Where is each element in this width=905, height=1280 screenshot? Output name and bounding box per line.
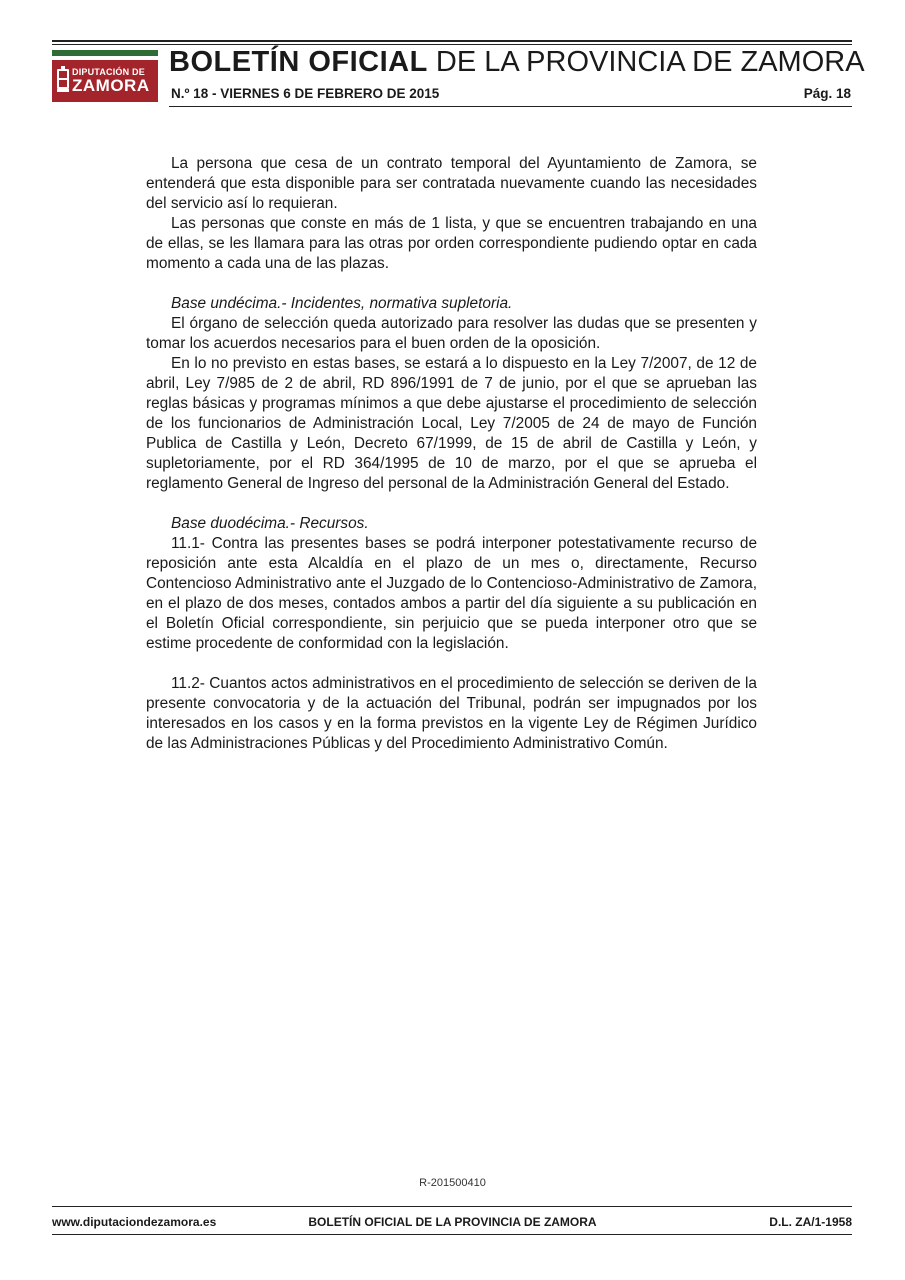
footer-rule-bottom [52, 1234, 852, 1235]
header-rule-top-thin [52, 44, 852, 45]
footer-title: BOLETÍN OFICIAL DE LA PROVINCIA DE ZAMORA [308, 1215, 597, 1229]
title-rest: DE LA PROVINCIA DE ZAMORA [427, 46, 865, 78]
issue-line: N.º 18 - VIERNES 6 DE FEBRERO DE 2015 [171, 86, 440, 101]
footer-rule [52, 1206, 852, 1207]
paragraph: 11.1- Contra las presentes bases se podrá interponer potestativamente recurso de reposición ante esta Alcaldía en el plazo de un mes o, directamente, Recurso Contencioso Administrativo ante el Juzgado de lo Contencioso-Administrativo de Zamora, en el plazo de dos meses, contados ambos a partir del día siguiente a su publicación en el Boletín Oficial correspondiente, sin perjuicio que se pueda interponer otro que se estime procedente de conformidad con la legislación. [146, 535, 757, 652]
footer-legal-deposit: D.L. ZA/1-1958 [769, 1215, 852, 1229]
page-number: Pág. 18 [803, 86, 851, 101]
section-heading: Base duodécima.- Recursos. [171, 515, 369, 532]
paragraph: En lo no previsto en estas bases, se estará a lo dispuesto en la Ley 7/2007, de 12 de abril, Ley 7/985 de 2 de abril, RD 896/1991 de 7 de junio, por el que se aprueban las reglas básicas y programas mínimos a que debe ajustarse el procedimiento de selección de los funcionarios de Administración Local, Ley 7/2005 de 24 de mayo de Función Publica de Castilla y León, Decreto 67/1999, de 15 de abril de Castilla y León, y supletoriamente, por el RD 364/1995 de 10 de marzo, por el que se aprueba el reglamento General de Ingreso del personal de la Administración General del Estado. [146, 355, 757, 492]
diputacion-logo [52, 50, 158, 102]
document-reference: R-201500410 [419, 1177, 486, 1189]
logo-white-band [52, 56, 158, 59]
footer-website: www.diputaciondezamora.es [52, 1215, 217, 1229]
logo-red-block [52, 60, 158, 102]
paragraph: Las personas que conste en más de 1 lista, y que se encuentren trabajando en una de ellas, se les llamara para las otras por orden correspondiente pudiendo optar en cada momento a cada una de las plazas. [146, 215, 757, 272]
header-rule-bottom [169, 106, 852, 107]
section-heading: Base undécima.- Incidentes, normativa supletoria. [171, 295, 513, 312]
paragraph: La persona que cesa de un contrato temporal del Ayuntamiento de Zamora, se entenderá que esta disponible para ser contratada nuevamente cuando las necesidades del servicio así lo requieran. [146, 155, 757, 212]
logo-line1: DIPUTACIÓN DE [72, 67, 145, 77]
paragraph: El órgano de selección queda autorizado para resolver las dudas que se presenten y tomar los acuerdos necesarios para el buen orden de la oposición. [146, 315, 757, 352]
paragraph: 11.2- Cuantos actos administrativos en el procedimiento de selección se deriven de la presente convocatoria y de la actuación del Tribunal, podrán ser impugnados por los interesados en los casos y en la forma previstos en la vigente Ley de Régimen Jurídico de las Administraciones Públicas y del Procedimiento Administrativo Común. [146, 675, 757, 752]
document-body [146, 154, 757, 754]
publication-title [169, 46, 865, 79]
title-bold: BOLETÍN OFICIAL [169, 46, 428, 78]
header-rule-top [52, 40, 852, 42]
logo-line2: ZAMORA [72, 76, 150, 95]
crest-icon [56, 66, 70, 96]
